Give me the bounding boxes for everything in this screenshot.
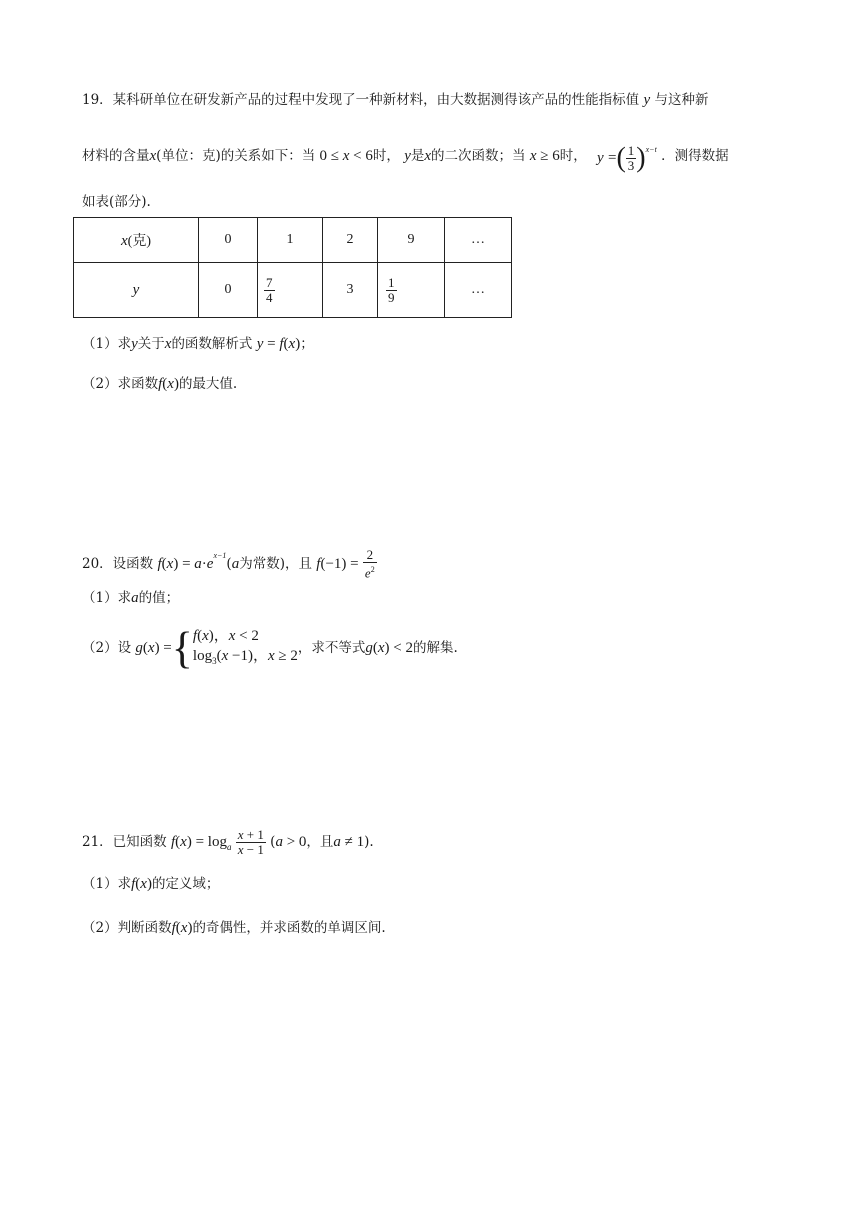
table-cell: 0 (199, 218, 258, 263)
fraction-1-9: $\frac{1}{9}$ (388, 274, 395, 305)
q19-exp-formula: y =( $\frac{1}{3}$ )$^{x-t}$ (597, 142, 657, 174)
q19-line1: 19．某科研单位在研发新产品的过程中发现了一种新材料，由大数据测得该产品的性能指标值 y 与这种新 (82, 92, 709, 108)
q19-sub2: （2）求函数f(x)的最大值. (82, 376, 238, 392)
q19-sub1: （1）求y关于x的函数解析式 y = f(x)； (82, 336, 314, 352)
q21-sub2: （2）判断函数f(x)的奇偶性，并求函数的单调区间. (82, 920, 386, 936)
table-cell (258, 263, 323, 318)
q19-line3: 如表(部分). (82, 194, 151, 210)
table-cell: 1 (258, 218, 323, 263)
q21-stem: 21．已知函数 $f(x) = \log_a$ $\frac{x + 1}{x - 1}$ (a > 0，且a ≠ 1). (82, 827, 374, 857)
table-cell: … (445, 218, 512, 263)
table-cell: 3 (323, 263, 378, 318)
table-cell: 2 (323, 218, 378, 263)
table-cell: 9 (378, 218, 445, 263)
fraction-7-4: $\frac{7}{4}$ (266, 274, 273, 305)
q19-data-table (73, 217, 512, 318)
q20-stem: 20．设函数 $f(x) = a\cdot e^{x-1}(a$为常数)，且 f(−1) = $\frac{2}{e^2}$ (82, 547, 375, 581)
piecewise-cases: f(x)，x < 2 $\log_3(x -1)$，x ≥ 2 (192, 628, 298, 666)
table-row (74, 263, 512, 318)
q20-sub1: （1）求a的值； (82, 590, 180, 606)
table-cell: y (74, 263, 199, 318)
q20-sub2: （2）设 g(x) ={ f(x)，x < 2 $\log_3(x -1)$，x ≥ 2 ，求不等式g(x) < 2的解集. (82, 623, 458, 673)
table-cell: … (445, 263, 512, 318)
fraction-2-e2: $\frac{2}{e^2}$ (364, 547, 375, 581)
table-row (74, 218, 512, 263)
fraction-x-plus-1-over-x-minus-1: $\frac{x + 1}{x - 1}$ (237, 827, 264, 857)
q19-line2: 材料的含量x(单位：克)的关系如下：当 0 ≤ x < 6时， y是x的二次函数；当 x ≥ 6时， y =( $\frac{1}{3}$ )$^{x-t}$ ．测得数据 (82, 140, 729, 173)
table-cell: x(克) (74, 218, 199, 263)
q21-sub1: （1）求f(x)的定义域； (82, 876, 220, 892)
table-cell: 0 (199, 263, 258, 318)
table-cell (378, 263, 445, 318)
